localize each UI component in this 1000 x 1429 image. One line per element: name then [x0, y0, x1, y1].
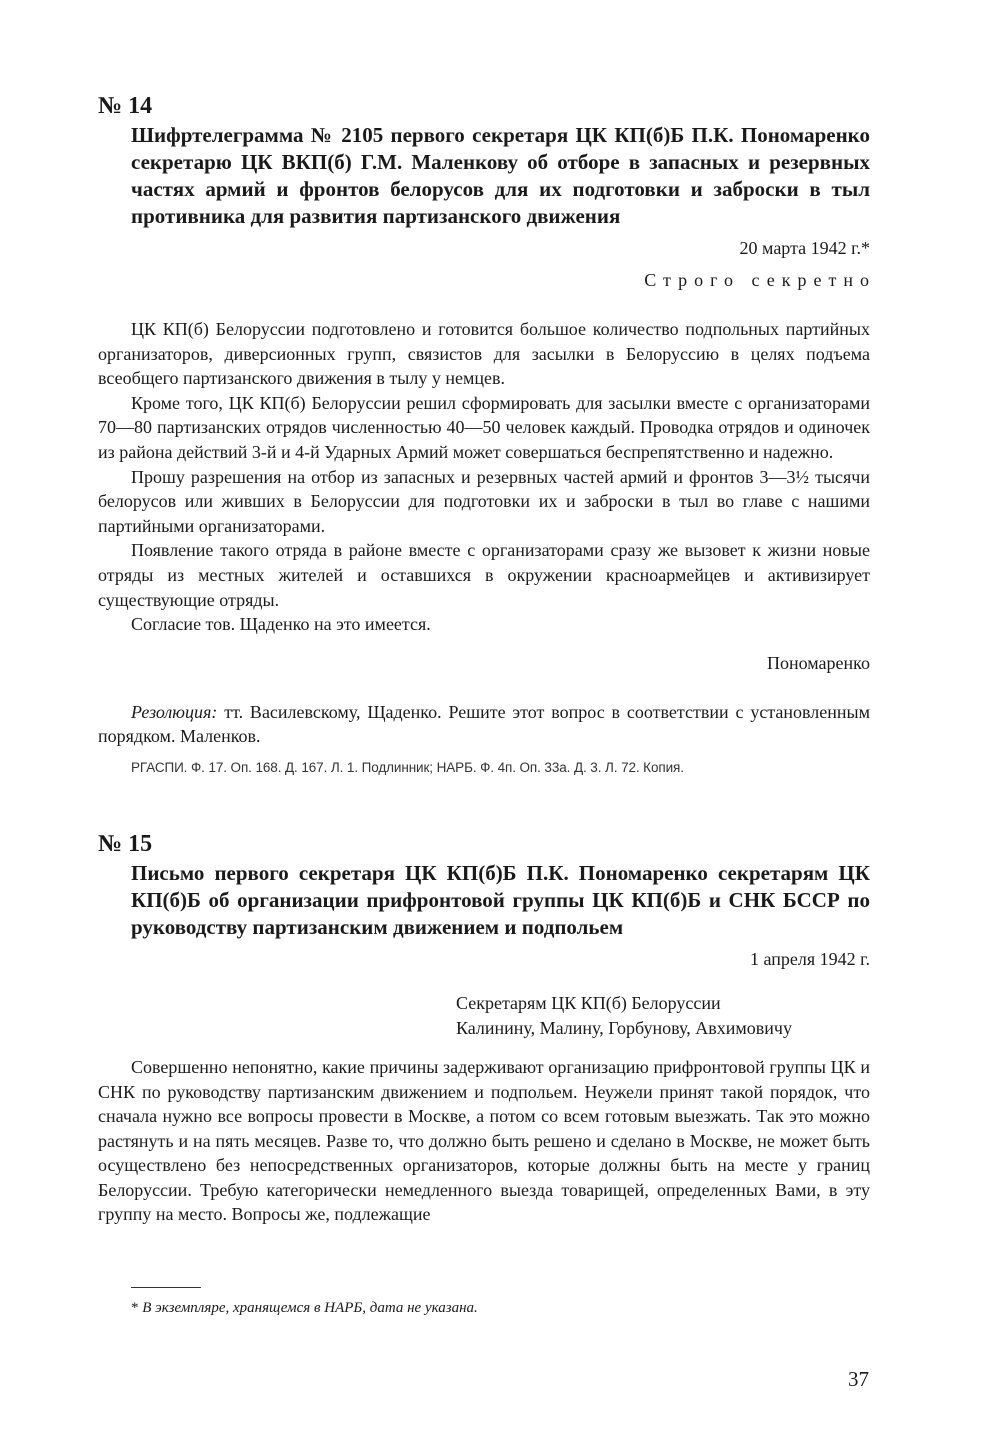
document-date: 20 марта 1942 г.*: [739, 238, 870, 258]
document-title: Шифртелеграмма № 2105 первого секретаря ЦК КП(б)Б П.К. Пономаренко секретарю ЦК ВКП(б) Г.М. Маленкову об отборе в запасных и резервных частях армий и фронтов белорусов для их подготовки и заброски в тыл противника для развития партизанского движения: [131, 123, 870, 228]
document-date: 1 апреля 1942 г.: [750, 948, 870, 969]
resolution-text: тт. Василевскому, Щаденко. Решите этот вопрос в соответствии с установленным порядком. Маленков.: [98, 701, 870, 747]
footnote-text: В экземпляре, хранящемся в НАРБ, дата не указана.: [142, 1300, 478, 1316]
body-paragraph: Совершенно непонятно, какие причины задерживают организацию прифронтовой группы ЦК и СНК по руководству партизанским движением и подпольем. Неужели принят такой порядок, что сначала нужно все вопросы провести в Москве, а потом со всем готовым выезжать. Так это можно растянуть и на пять месяцев. Разве то, что должно быть решено и сделано в Москве, не может быть осуществлено без непосредственных организаторов, которые должны быть на месте у границ Белоруссии. Требую категорически немедленного выезда товарищей, определенных Вами, в эту группу на место. Вопросы же, подлежащие: [98, 1056, 870, 1225]
document-body: [98, 1055, 870, 1227]
addressee-block: [456, 991, 870, 1041]
body-paragraph: Кроме того, ЦК КП(б) Белоруссии решил сформировать для засылки вместе с организаторами 70—80 партизанских отрядов численностью 40—50 человек каждый. Проводка отрядов и одиночек из района действий 3-й и 4-й Ударных Армий может совершаться беспрепятственно и надежно.: [98, 392, 870, 462]
addressee-line: Калинину, Малину, Горбунову, Авхимовичу: [456, 1017, 792, 1038]
document-number: № 14: [98, 93, 153, 119]
page-content: [98, 92, 876, 1227]
body-paragraph: Появление такого отряда в районе вместе с организаторами сразу же вызовет к жизни новые отряды из местных жителей и оставшихся в окружении красноармейцев и активизирует существующие отряды.: [98, 540, 870, 610]
footnote-marker: *: [131, 1300, 143, 1316]
page-number: 37: [848, 1367, 869, 1391]
archive-reference: РГАСПИ. Ф. 17. Оп. 168. Д. 167. Л. 1. Подлинник; НАРБ. Ф. 4п. Оп. 33а. Д. 3. Л. 72. Копия.: [131, 759, 684, 775]
document-body: [98, 317, 870, 637]
body-paragraph: Согласие тов. Щаденко на это имеется.: [131, 614, 431, 635]
addressee-line: Секретарям ЦК КП(б) Белоруссии: [456, 992, 721, 1013]
resolution-label: Резолюция:: [131, 701, 218, 722]
document-title: Письмо первого секретаря ЦК КП(б)Б П.К. Пономаренко секретарям ЦК КП(б)Б об организации прифронтовой группы ЦК КП(б)Б и СНК БССР по руководству партизанским движением и подпольем: [131, 860, 870, 939]
resolution: [98, 700, 870, 749]
document-15: [98, 830, 870, 1227]
body-paragraph: ЦК КП(б) Белоруссии подготовлено и готовится большое количество подпольных партийных организаторов, диверсионных групп, связистов для засылки в Белоруссию в целях подъема всеобщего партизанского движения в тылу у немцев.: [98, 319, 870, 389]
document-number: № 15: [98, 830, 153, 857]
footnote-divider: [131, 1287, 201, 1288]
classification-stamp: Строго секретно: [644, 270, 876, 290]
body-paragraph: Прошу разрешения на отбор из запасных и резервных частей армий и фронтов 3—3½ тысячи белорусов или живших в Белоруссии для подготовки их и заброски в тыл во главе с нашими партийными организаторами.: [98, 466, 870, 536]
footnote: [131, 1298, 478, 1318]
signature: Пономаренко: [767, 652, 870, 673]
document-14: [98, 92, 876, 778]
